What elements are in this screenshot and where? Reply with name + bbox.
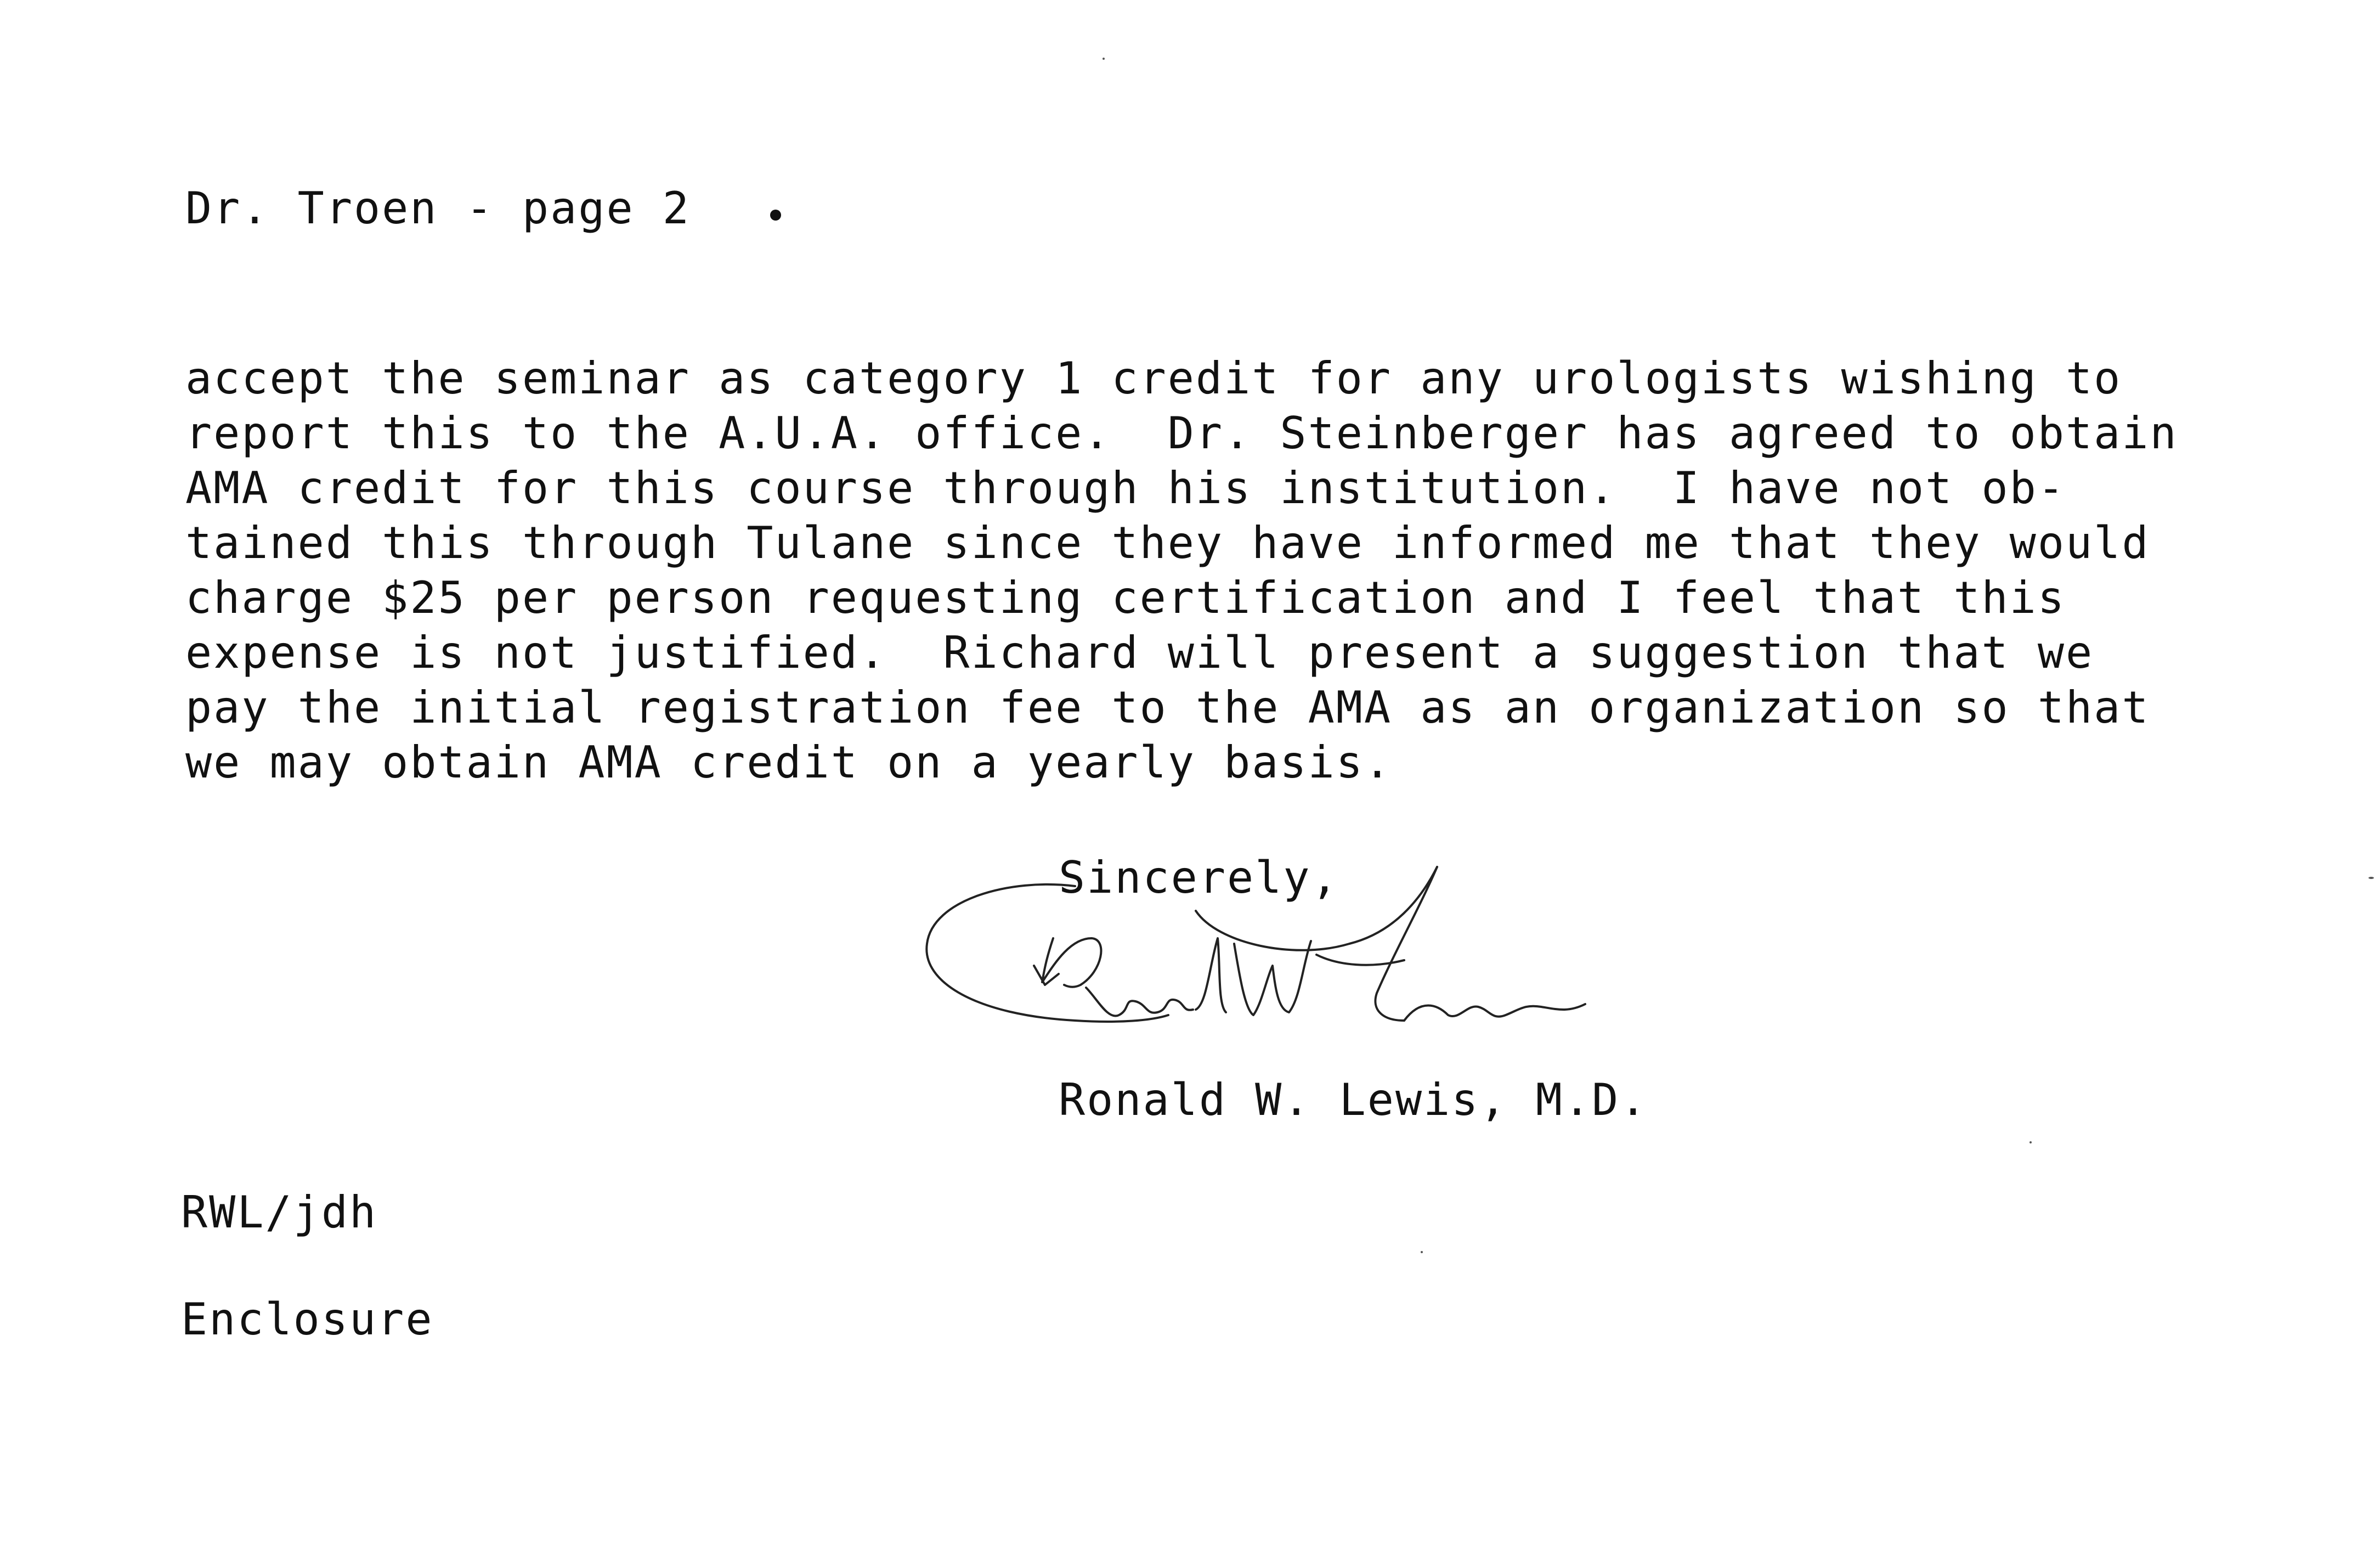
body-line: pay the initial registration fee to the AMA as an organization so that <box>185 682 2150 733</box>
body-line: charge $25 per person requesting certification and I feel that this <box>185 572 2066 623</box>
scan-speck <box>1103 58 1105 60</box>
body-line: tained this through Tulane since they have informed me that they would <box>185 517 2150 568</box>
body-line: report this to the A.U.A. office. Dr. Steinberger has agreed to obtain <box>185 408 2178 459</box>
closing: Sincerely, <box>1059 852 1339 903</box>
typist-initials: RWL/jdh <box>181 1187 378 1238</box>
signer-name: Ronald W. Lewis, M.D. <box>1059 1074 1648 1125</box>
header-dot-mark <box>770 210 781 221</box>
enclosure-note: Enclosure <box>181 1294 434 1345</box>
scan-speck <box>1421 1251 1423 1253</box>
handwritten-signature <box>911 856 1635 1075</box>
body-line: accept the seminar as category 1 credit for any urologists wishing to <box>185 353 2122 404</box>
page-header: Dr. Troen - page 2 <box>185 183 691 234</box>
body-line: expense is not justified. Richard will present a suggestion that we <box>185 627 2094 678</box>
body-line: we may obtain AMA credit on a yearly basis. <box>185 737 1393 788</box>
body-line: AMA credit for this course through his institution. I have not ob- <box>185 463 2066 514</box>
scan-speck <box>2368 877 2374 879</box>
letter-body <box>185 351 2178 790</box>
scan-speck <box>2029 1141 2032 1143</box>
